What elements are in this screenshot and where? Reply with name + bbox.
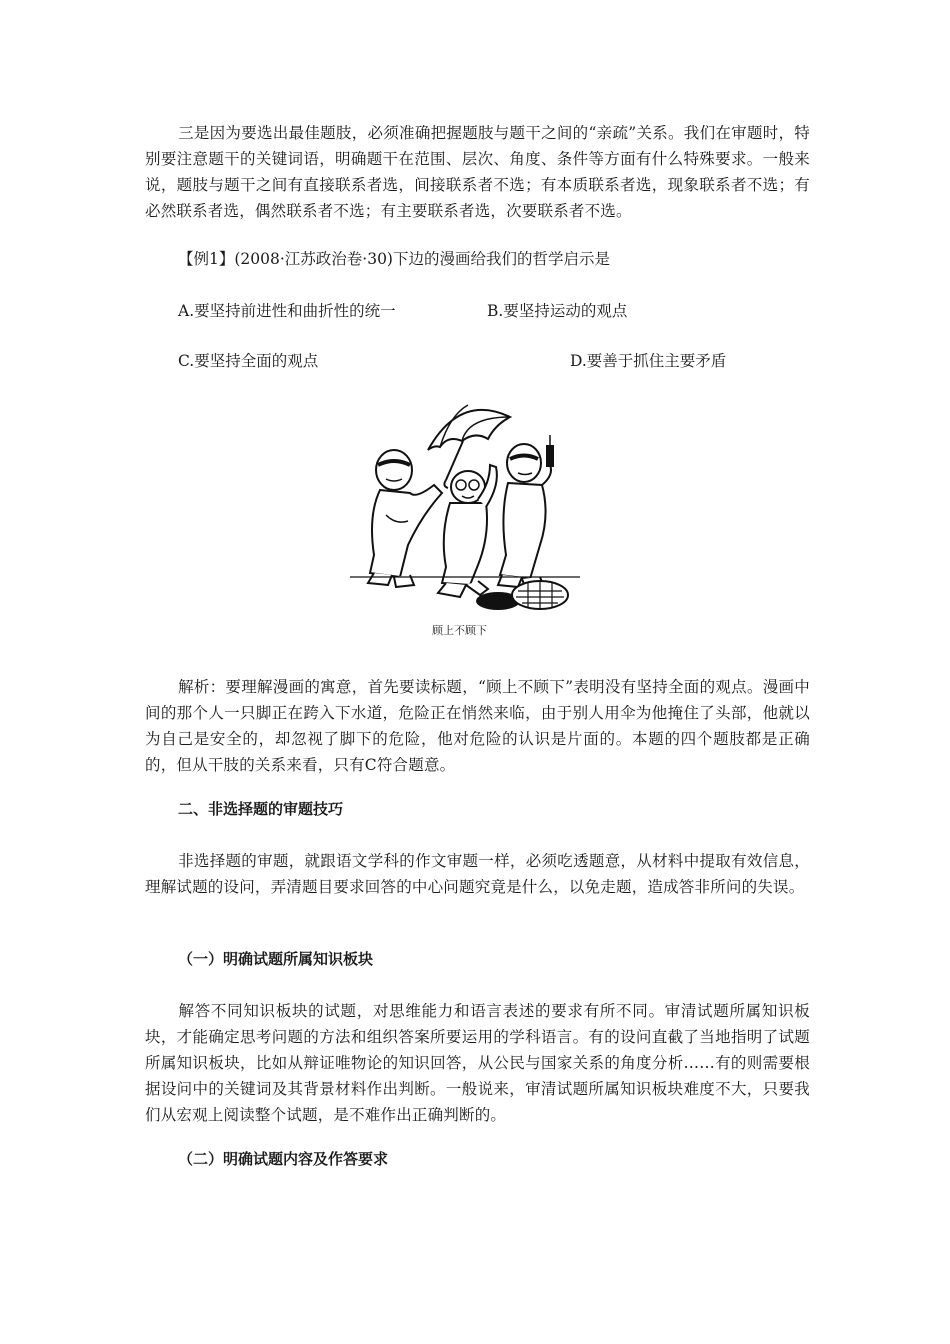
cartoon-caption: 顾上不顾下 — [432, 624, 487, 637]
paragraph-section-intro — [145, 848, 810, 900]
option-c: C.要坚持全面的观点 — [178, 352, 319, 370]
paragraph-analysis — [145, 674, 810, 778]
subsection-1-text: 解答不同知识板块的试题，对思维能力和语言表述的要求有所不同。审清试题所属知识板块，才能确定思考问题的方法和组织答案所要运用的学科语言。有的设问直截了当地指明了试题所属知识板块，比如从辩证唯物论的知识回答，从公民与国家关系的角度分析……有的则需要根据设问中的关键词及其背景材料作出判断。一般说来，审清试题所属知识板块难度不大，只要我们从宏观上阅读整个试题，是不难作出正确判断的。 — [145, 1002, 810, 1124]
analysis-text: 解析：要理解漫画的寓意，首先要读标题，“顾上不顾下”表明没有坚持全面的观点。漫画中间的那个人一只脚正在跨入下水道，危险正在悄然来临，由于别人用伞为他掩住了头部，他就以为自己是安全的，却忽视了脚下的危险，他对危险的认识是片面的。本题的四个题肢都是正确的，但从干肢的关系来看，只有C符合题意。 — [145, 678, 810, 774]
paragraph-subsection-1 — [145, 998, 810, 1128]
subsection-heading-2: （二）明确试题内容及作答要求 — [178, 1150, 389, 1168]
option-a: A.要坚持前进性和曲折性的统一 — [178, 302, 396, 320]
subsection-heading-1: （一）明确试题所属知识板块 — [178, 950, 374, 968]
example-question: 【例1】(2008·江苏政治卷·30)下边的漫画给我们的哲学启示是 — [178, 250, 610, 268]
option-b: B.要坚持运动的观点 — [487, 302, 628, 320]
section-intro-text: 非选择题的审题，就跟语文学科的作文审题一样，必须吃透题意，从材料中提取有效信息，理解试题的设问，弄清题目要求回答的中心问题究竟是什么，以免走题，造成答非所问的失误。 — [145, 852, 810, 896]
paragraph-intimacy — [145, 120, 810, 224]
cartoon-illustration — [350, 395, 580, 640]
paragraph-text: 三是因为要选出最佳题肢，必须准确把握题肢与题干之间的“亲疏”关系。我们在审题时，特别要注意题干的关键词语，明确题干在范围、层次、角度、条件等方面有什么特殊要求。一般来说，题肢与题干之间有直接联系者选，间接联系者不选；有本质联系者选，现象联系者不选；有必然联系者选，偶然联系者不选；有主要联系者选，次要联系者不选。 — [145, 124, 810, 220]
option-d: D.要善于抓住主要矛盾 — [570, 352, 727, 370]
section-heading: 二、非选择题的审题技巧 — [178, 800, 344, 818]
